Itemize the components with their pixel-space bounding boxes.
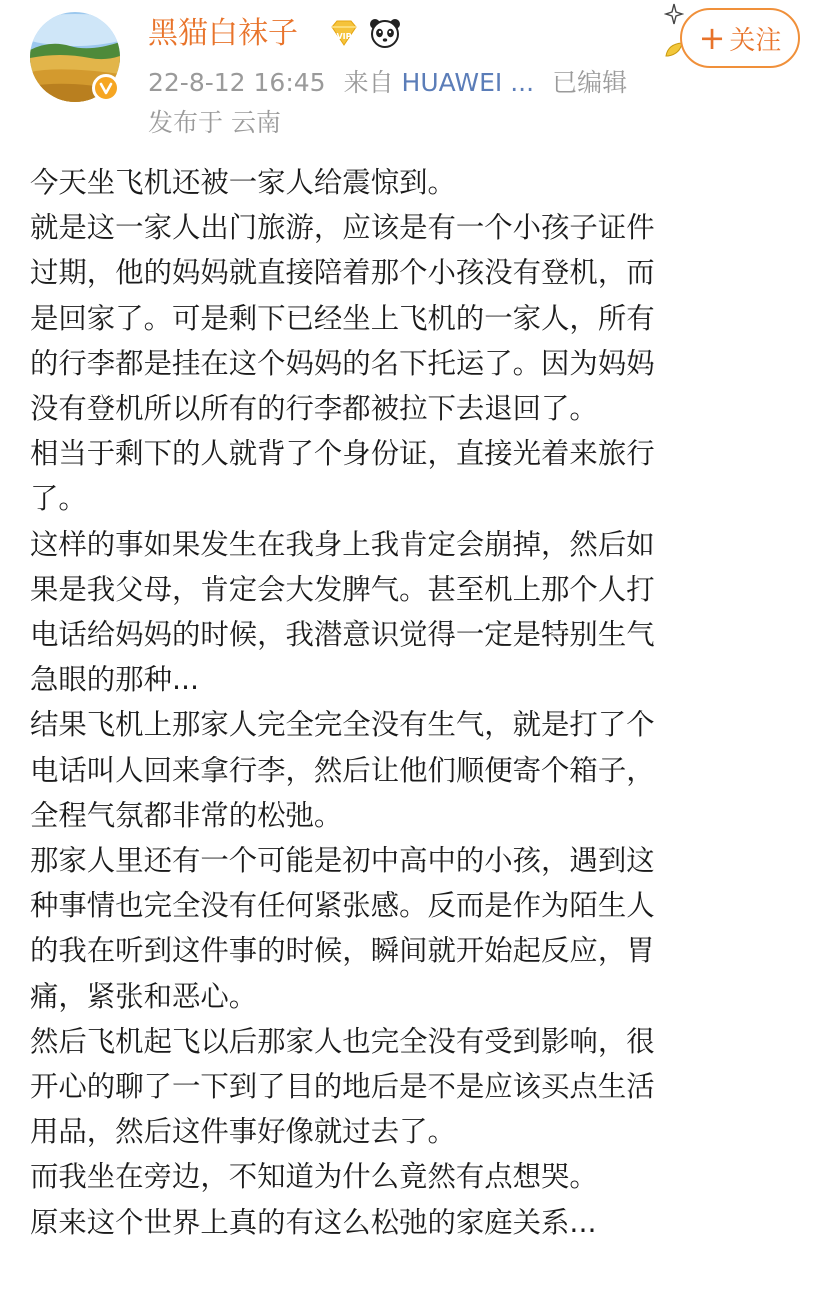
post-line: 种事情也完全没有任何紧张感。反而是作为陌生人 [30,889,655,923]
post-line: 是回家了。可是剩下已经坐上飞机的一家人，所有 [30,301,655,335]
post-line: 过期，他的妈妈就直接陪着那个小孩没有登机，而 [30,256,655,290]
post-content [30,160,800,1245]
edited-label[interactable]: 已编辑 [552,68,628,97]
panda-icon[interactable] [368,16,402,50]
verified-badge-icon [92,74,120,102]
post-line: 急眼的那种... [30,663,200,697]
post-line: 的行李都是挂在这个妈妈的名下托运了。因为妈妈 [30,346,655,380]
sparkle-icon [664,2,684,26]
source-prefix: 来自 [343,68,394,97]
post-line: 而我坐在旁边，不知道为什么竟然有点想哭。 [30,1160,598,1194]
post-line: 结果飞机上那家人完全完全没有生气，就是打了个 [30,708,655,742]
follow-label: 关注 [729,25,782,56]
post-line: 痛，紧张和恶心。 [30,979,258,1013]
post-line: 那家人里还有一个可能是初中高中的小孩，遇到这 [30,844,655,878]
post-meta [148,66,627,100]
post-line: 用品，然后这件事好像就过去了。 [30,1115,456,1149]
post-line: 相当于剩下的人就背了个身份证，直接光着来旅行 [30,437,655,471]
svg-text:VIP: VIP [336,32,352,41]
post-line: 了。 [30,482,87,516]
post-line: 电话叫人回来拿行李，然后让他们顺便寄个箱子， [30,753,655,787]
post-line: 开心的聊了一下到了目的地后是不是应该买点生活 [30,1070,655,1104]
post-line: 的我在听到这件事的时候，瞬间就开始起反应，胃 [30,934,655,968]
post-line: 就是这一家人出门旅游，应该是有一个小孩子证件 [30,211,655,245]
post-timestamp: 22-8-12 16:45 [148,68,326,97]
post-line: 原来这个世界上真的有这么松弛的家庭关系... [30,1205,597,1239]
post-line: 然后飞机起飞以后那家人也完全没有受到影响，很 [30,1024,655,1058]
post-line: 这样的事如果发生在我身上我肯定会崩掉，然后如 [30,527,655,561]
post-location: 发布于 云南 [148,108,281,137]
post-header [0,0,829,150]
vip-icon[interactable] [328,17,360,49]
source-link[interactable]: HUAWEI ... [401,68,535,97]
follow-button[interactable] [680,8,800,68]
author-name[interactable]: 黑猫白袜子 [148,16,298,51]
post-line: 没有登机所以所有的行李都被拉下去退回了。 [30,392,598,426]
post-line: 全程气氛都非常的松弛。 [30,798,343,832]
plus-icon: + [698,19,726,57]
post-line: 果是我父母，肯定会大发脾气。甚至机上那个人打 [30,572,655,606]
post-line: 电话给妈妈的时候，我潜意识觉得一定是特别生气 [30,618,655,652]
post-line: 今天坐飞机还被一家人给震惊到。 [30,166,456,199]
